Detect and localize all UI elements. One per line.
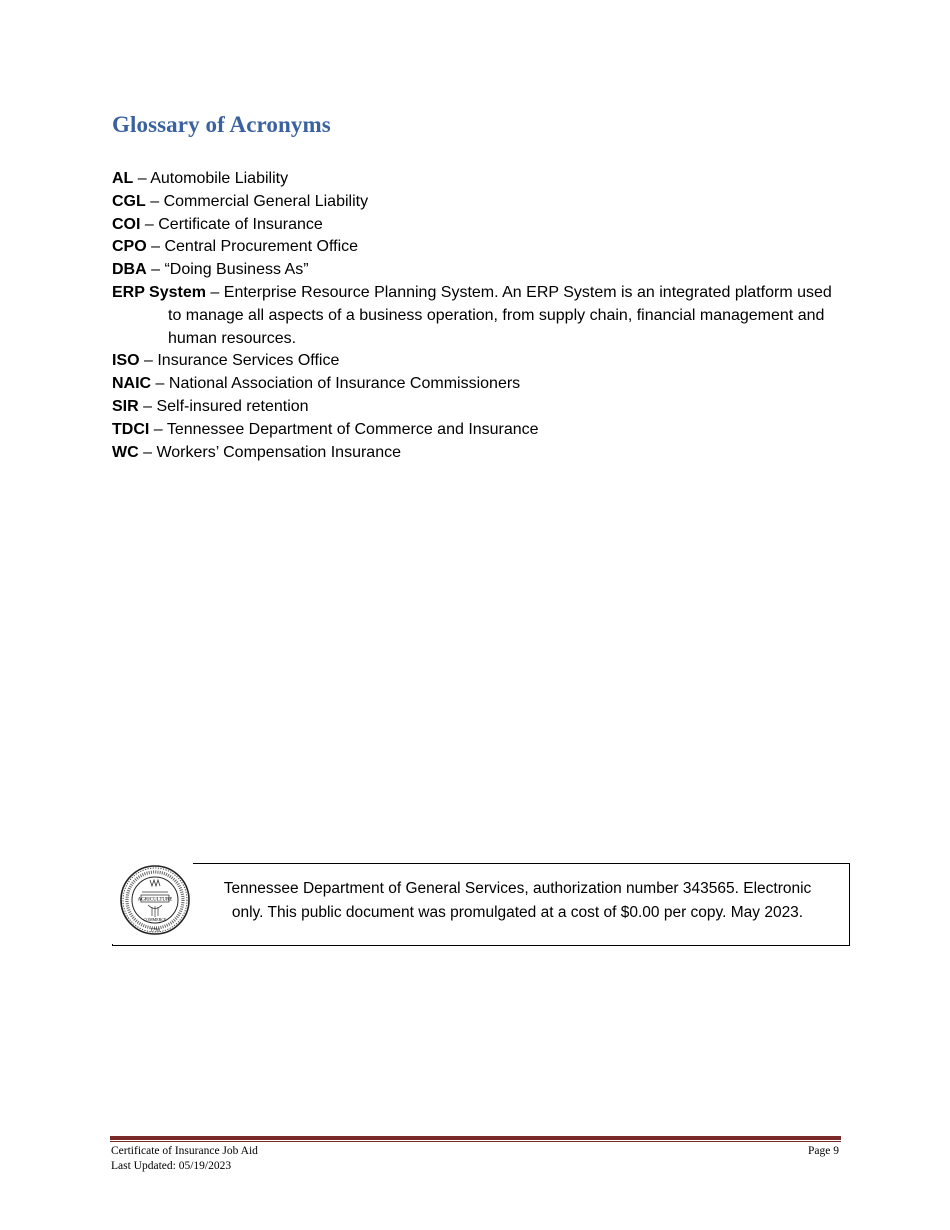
glossary-term: ISO: [112, 352, 140, 370]
seal-bottom-text: COMMERCE: [143, 917, 167, 922]
glossary-entry-coi: [112, 214, 842, 237]
glossary-term: SIR: [112, 397, 139, 415]
glossary-term: CPO: [112, 238, 147, 256]
glossary-entry-tdci: [112, 419, 842, 442]
glossary-definition: – “Doing Business As”: [146, 261, 309, 279]
tennessee-state-seal-icon: [119, 864, 191, 936]
glossary-entry-dba: [112, 259, 842, 282]
glossary-definition: – Insurance Services Office: [139, 352, 340, 370]
glossary-term: ERP System: [112, 283, 206, 301]
glossary-term: TDCI: [112, 420, 150, 438]
glossary-entry-sir: [112, 396, 842, 419]
glossary-entry-al: [112, 168, 842, 191]
glossary-list: [112, 168, 842, 464]
seal-inner-text: AGRICULTURE: [137, 897, 173, 903]
notice-text: [205, 877, 830, 925]
glossary-definition: – Workers’ Compensation Insurance: [138, 443, 401, 461]
glossary-term: NAIC: [112, 375, 152, 393]
footer-divider: [110, 1136, 841, 1140]
footer-doc-name: Certificate of Insurance Job Aid: [111, 1145, 258, 1157]
footer-left: [111, 1144, 258, 1174]
glossary-term: AL: [112, 170, 134, 187]
glossary-definition: – Central Procurement Office: [146, 238, 359, 256]
glossary-definition: – Certificate of Insurance: [140, 215, 323, 233]
glossary-definition: – Self-insured retention: [138, 397, 309, 415]
footer-last-updated: Last Updated: 05/19/2023: [111, 1160, 232, 1172]
glossary-entry-erp-system: [112, 282, 842, 350]
glossary-entry-cgl: [112, 191, 842, 214]
glossary-definition: – Enterprise Resource Planning System. An ERP System is an integrated platform used to manage all aspects of a business operation, from supply chain, financial management and human resources.: [168, 283, 832, 347]
notice-line-1: Tennessee Department of General Services, authorization number 343565. Electronic: [223, 880, 812, 897]
glossary-entry-wc: [112, 442, 842, 465]
glossary-entry-iso: [112, 350, 842, 373]
publication-notice: [112, 863, 850, 946]
notice-line-2: only. This public document was promulgated at a cost of $0.00 per copy. May 2023.: [231, 904, 804, 921]
glossary-term: WC: [112, 443, 139, 461]
page-title: Glossary of Acronyms: [112, 112, 331, 137]
glossary-term: COI: [112, 215, 141, 233]
state-seal: [111, 862, 193, 944]
footer-page-number: Page 9: [808, 1145, 839, 1157]
glossary-definition: – National Association of Insurance Commissioners: [151, 375, 521, 393]
glossary-term: DBA: [112, 261, 147, 279]
footer-divider-thin: [110, 1141, 841, 1142]
seal-year: 1796: [150, 928, 160, 934]
glossary-term: CGL: [112, 192, 146, 210]
glossary-definition: – Automobile Liability: [133, 170, 289, 187]
glossary-entry-naic: [112, 373, 842, 396]
glossary-definition: – Tennessee Department of Commerce and Insurance: [149, 420, 539, 438]
glossary-entry-cpo: [112, 236, 842, 259]
glossary-definition: – Commercial General Liability: [145, 192, 369, 210]
